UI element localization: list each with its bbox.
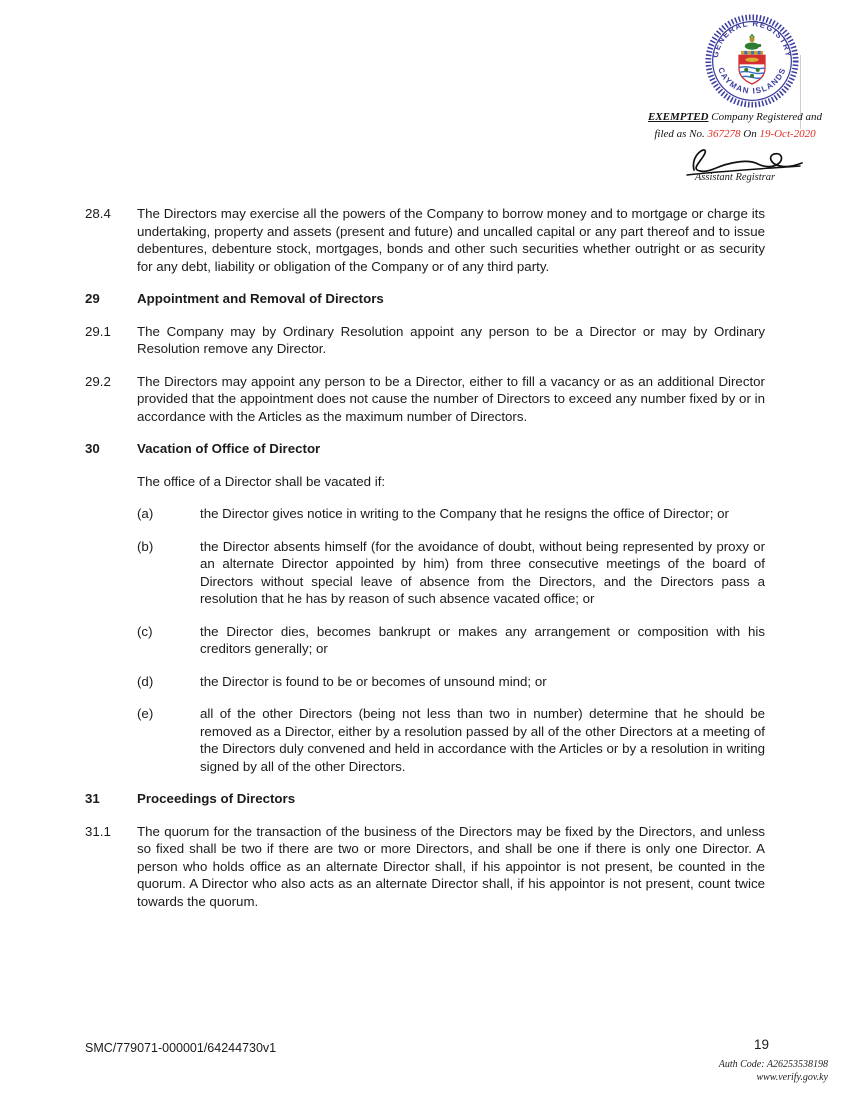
registration-statement-line2 [620, 128, 850, 140]
document-reference: SMC/779071-000001/64244730v1 [85, 1041, 277, 1055]
heading-text: Vacation of Office of Director [137, 441, 321, 456]
subclause-letter: (b) [137, 538, 154, 554]
clause-text: The Directors may appoint any person to be a Director, either to fill a vacancy or as an additional Director provided that the appointment does not cause the number of Directors to exceed any number fixed by or in accordance with the Articles as the maximum number of Directors. [137, 373, 765, 424]
registration-statement-rest: Company Registered and [708, 111, 823, 123]
clause-text: the Director dies, becomes bankrupt or makes any arrangement or composition with his creditors generally; or [200, 623, 765, 656]
page-number: 19 [753, 1037, 769, 1052]
filing-date: 19-Oct-2020 [759, 128, 816, 140]
verify-url: www.verify.gov.ky [756, 1072, 828, 1083]
clause-text: the Director absents himself (for the avoidance of doubt, without being represented by proxy or an alternate Director appointed by him) from three consecutive meetings of the board of Directors without special leave of absence from the Directors, and the Directors pass a resolution that he has by reason of such absence vacated office; or [200, 538, 765, 606]
seal-arc-top-text: GENERAL REGISTRY [710, 19, 794, 59]
clause-text: all of the other Directors (being not less than two in number) determine that he should be removed as a Director, either by a resolution passed by all of the other Directors at a meeting of the Directors duly convened and held in accordance with the Articles or by a resolution in writing signed by all of the other Directors. [200, 706, 765, 774]
section-heading [85, 290, 765, 308]
clause-number: 29.1 [85, 323, 111, 339]
clause-number: 30 [85, 441, 100, 456]
clause-text: The Directors may exercise all the powers of the Company to borrow money and to mortgage or charge its undertaking, property and assets (present and future) and uncalled capital or any part thereof and to issue debentures, debenture stock, mortgages, bonds and other such securities whether outright or as security for any debt, liability or obligation of the Company or of any third party. [137, 206, 765, 274]
registration-statement-line1 [620, 111, 850, 123]
subclause-letter: (d) [137, 673, 154, 689]
subclause-letter: (a) [137, 506, 154, 521]
clause-number: 29.2 [85, 373, 111, 389]
filing-number: 367278 [707, 128, 741, 140]
clause-text: The Company may by Ordinary Resolution appoint any person to be a Director or may by Ordinary Resolution remove any Director. [137, 323, 765, 356]
clause-number: 28.4 [85, 206, 111, 221]
subclause [137, 538, 765, 608]
intro-paragraph [137, 473, 765, 491]
heading-text: Proceedings of Directors [137, 791, 296, 806]
clause [85, 323, 765, 358]
heading-text: Appointment and Removal of Directors [137, 291, 384, 306]
subclause [137, 505, 765, 523]
clause [85, 373, 765, 426]
filing-connector: On [740, 128, 760, 140]
section-heading [85, 440, 765, 458]
subclause-letter: (c) [137, 623, 153, 639]
clause-text: The quorum for the transaction of the business of the Directors may be fixed by the Directors, and unless so fixed shall be two if there are two or more Directors, and shall be one if there is only one Director. A person who holds office as an alternate Director shall, if his appointor is not present, be counted in the quorum. A Director who also acts as an alternate Director shall, if his appointor is not present, count twice towards the quorum. [137, 823, 765, 909]
clause-number: 31.1 [85, 823, 111, 839]
clause-number: 31 [85, 791, 100, 806]
clause-text: The office of a Director shall be vacated if: [137, 473, 386, 489]
clause-text: the Director is found to be or becomes of unsound mind; or [200, 673, 547, 689]
cayman-coat-of-arms-icon [739, 35, 766, 84]
seal-arc-bottom-text: CAYMAN ISLANDS [716, 66, 788, 96]
signer-title: Assistant Registrar [694, 172, 776, 183]
clause [85, 205, 765, 275]
clause-number: 29 [85, 291, 100, 306]
auth-code: Auth Code: A26253538198 [718, 1059, 828, 1070]
subclause-letter: (e) [137, 706, 154, 721]
section-heading [85, 790, 765, 808]
clause-text: the Director gives notice in writing to the Company that he resigns the office of Director; or [200, 506, 729, 521]
subclause [137, 705, 765, 775]
exempted-label: EXEMPTED [647, 111, 709, 123]
clause [85, 823, 765, 911]
filed-as-label: filed as No. [654, 128, 708, 140]
registry-stamp [620, 0, 850, 200]
document-body [85, 205, 765, 925]
subclause [137, 623, 765, 658]
subclause [137, 673, 765, 691]
general-registry-seal-icon [704, 13, 800, 109]
